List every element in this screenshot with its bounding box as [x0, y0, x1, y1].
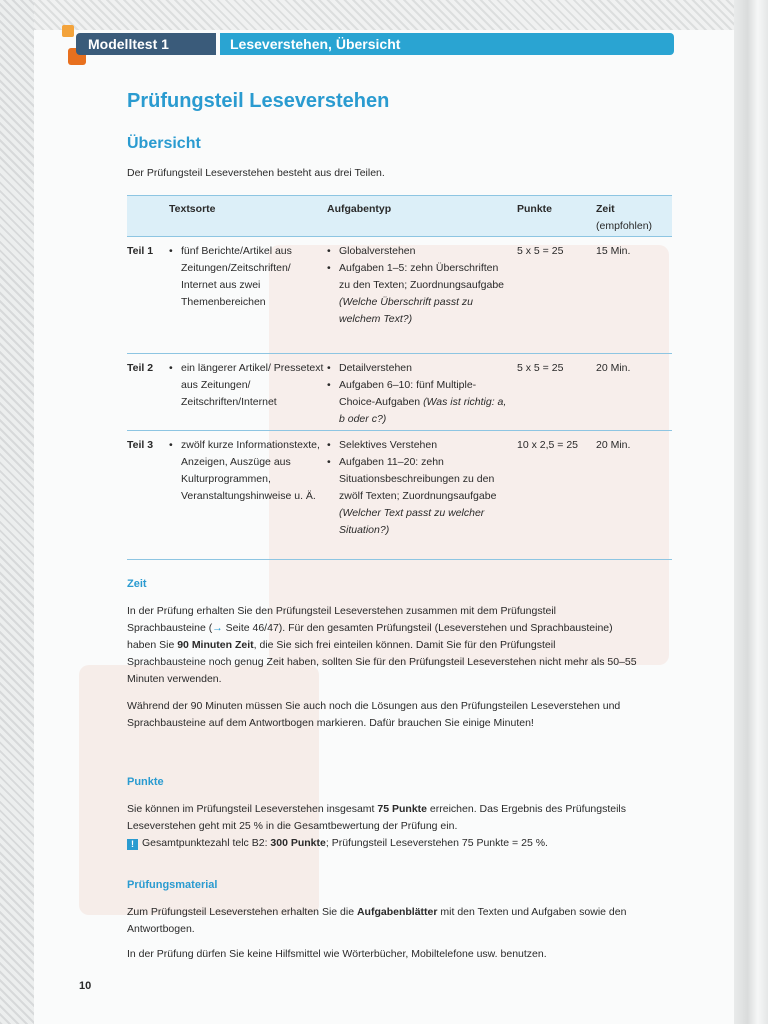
decor-square-icon	[62, 25, 74, 37]
header-textsorte: Textsorte	[169, 203, 216, 215]
text-span: mit den Texten und Aufgaben sowie den Antwortbogen.	[127, 906, 627, 935]
row-zeit: 20 Min.	[596, 439, 631, 451]
row-label: Teil 1	[127, 245, 154, 257]
row-aufgaben	[327, 360, 507, 428]
list-item: • fünf Berichte/Artikel aus Zeitungen/Zeitschriften/ Internet aus zwei Themenbereichen	[181, 243, 329, 311]
header-aufgabentyp: Aufgabentyp	[327, 203, 392, 215]
text-span: Seite 46/47). Für den gesamten Prüfungsteil (Leseverstehen und Sprachbausteine) haben Sie	[127, 622, 613, 651]
text-span: erreichen. Das Ergebnis des Prüfungsteils Leseverstehen geht mit 25 % in die Gesamtbewertung der Prüfung ein.	[127, 803, 627, 832]
text-span: Sie können im Prüfungsteil Leseverstehen insgesamt	[127, 803, 378, 815]
text-span: , die Sie sich frei einteilen können. Damit Sie für den Prüfungsteil Sprachbausteine noch genug Zeit haben, sollten Sie für den Prüfungsteil Leseverstehen nicht mehr als 50–55 Minuten verwenden.	[127, 639, 637, 685]
section-heading-zeit: Zeit	[127, 578, 147, 590]
bold-span: 90 Minuten Zeit	[177, 639, 254, 651]
text-span: ; Prüfungsteil Leseverstehen 75 Punkte = 25 %.	[325, 837, 548, 849]
table-row	[127, 354, 672, 431]
chapter-header	[62, 20, 674, 66]
overview-table	[127, 195, 672, 560]
table-header	[127, 195, 672, 237]
item-text: Aufgaben 11–20: zehn Situationsbeschreibungen zu den zwölf Texten; Zuordnungsaufgabe	[339, 456, 497, 502]
row-punkte: 10 x 2,5 = 25	[517, 439, 579, 451]
item-text: Aufgaben 1–5: zehn Überschriften zu den Texten; Zuordnungsaufgabe	[339, 262, 505, 291]
row-textsorte	[169, 360, 329, 411]
paragraph	[127, 904, 637, 938]
row-zeit: 20 Min.	[596, 362, 631, 374]
scan-edge-right	[734, 0, 768, 1024]
item-text: Aufgaben 6–10: fünf Multiple-Choice-Aufgaben	[339, 379, 477, 408]
list-item: • Globalverstehen	[339, 243, 507, 260]
row-aufgaben	[327, 243, 507, 328]
section-heading-material: Prüfungsmaterial	[127, 879, 218, 891]
bold-span: 300 Punkte	[270, 837, 326, 849]
paragraph: Während der 90 Minuten müssen Sie auch noch die Lösungen aus den Prüfungsteilen Leseverstehen und Sprachbausteine auf dem Antwortbogen markieren. Dafür brauchen Sie einige Minuten!	[127, 700, 621, 729]
arrow-icon: →	[212, 622, 223, 634]
list-item	[339, 454, 507, 539]
list-item: • zwölf kurze Informationstexte, Anzeigen, Auszüge aus Kulturprogrammen, Veranstaltungshinweise u. Ä.	[181, 437, 329, 505]
info-icon: !	[127, 839, 138, 850]
intro-text: Der Prüfungsteil Leseverstehen besteht aus drei Teilen.	[127, 167, 385, 179]
row-zeit: 15 Min.	[596, 245, 631, 257]
bold-span: Aufgabenblätter	[356, 906, 438, 918]
table-row	[127, 431, 672, 560]
list-item	[339, 260, 507, 328]
list-item	[339, 377, 507, 428]
header-zeit-label: Zeit	[596, 203, 615, 215]
item-example: (Welche Überschrift passt zu welchem Text?)	[339, 296, 474, 325]
text-span: Zum Prüfungsteil Leseverstehen erhalten Sie die	[127, 906, 357, 918]
book-page	[34, 0, 734, 1024]
row-label: Teil 2	[127, 362, 154, 374]
subtitle-tab: Leseverstehen, Übersicht	[220, 33, 674, 55]
paragraph	[127, 603, 637, 688]
text-span: In der Prüfung erhalten Sie den Prüfungsteil Leseverstehen zusammen mit dem Prüfungsteil Sprachbausteine (	[127, 605, 556, 634]
list-item: • Selektives Verstehen	[339, 437, 507, 454]
text-span: Gesamtpunktezahl telc B2:	[142, 837, 271, 849]
section-tab: Modelltest 1	[76, 33, 216, 55]
row-punkte: 5 x 5 = 25	[517, 362, 564, 374]
list-item: • ein längerer Artikel/ Pressetext aus Zeitungen/ Zeitschriften/Internet	[181, 360, 329, 411]
section-heading-punkte: Punkte	[127, 776, 164, 788]
row-textsorte	[169, 243, 329, 311]
row-aufgaben	[327, 437, 507, 539]
page-title: Prüfungsteil Leseverstehen	[127, 90, 390, 112]
page-number: 10	[79, 980, 92, 992]
header-zeit-note: (empfohlen)	[596, 220, 653, 232]
row-textsorte	[169, 437, 329, 505]
paragraph: In der Prüfung dürfen Sie keine Hilfsmittel wie Wörterbücher, Mobiltelefone usw. benutzen.	[127, 948, 547, 960]
item-example: (Was ist richtig: a, b oder c?)	[339, 396, 507, 425]
row-punkte: 5 x 5 = 25	[517, 245, 564, 257]
paragraph	[127, 801, 637, 852]
item-example: (Welcher Text passt zu welcher Situation?)	[339, 507, 485, 536]
list-item: • Detailverstehen	[339, 360, 507, 377]
table-row	[127, 237, 672, 354]
header-punkte: Punkte	[517, 203, 553, 215]
subtitle: Übersicht	[127, 135, 201, 152]
row-label: Teil 3	[127, 439, 154, 451]
bold-span: 75 Punkte	[377, 803, 427, 815]
header-zeit	[596, 201, 652, 235]
scan-edge-left	[0, 0, 34, 1024]
